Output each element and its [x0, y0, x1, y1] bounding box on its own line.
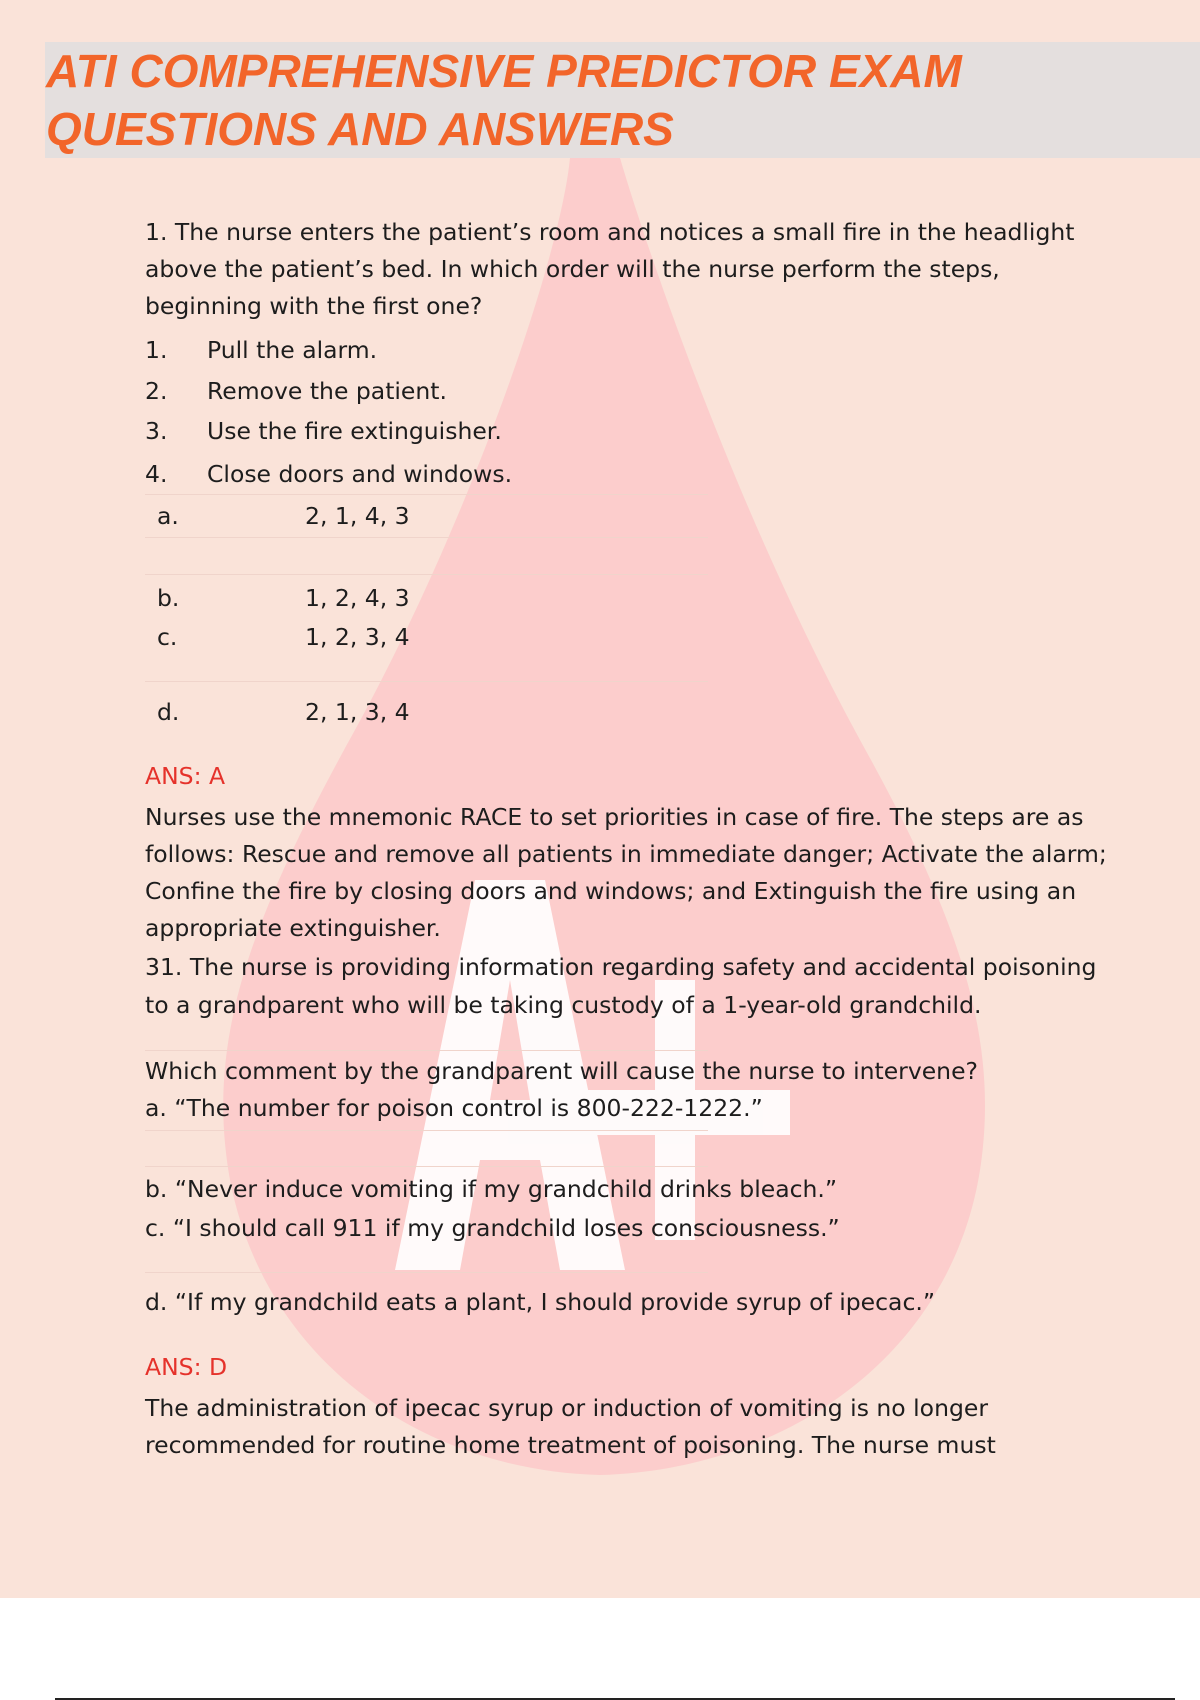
q1-answer: ANS: A	[145, 762, 226, 790]
q1-rationale-line-2: follows: Rescue and remove all patients in immediate danger; Activate the alarm;	[145, 840, 1107, 868]
q31-option-b: b. “Never induce vomiting if my grandchild drinks bleach.”	[145, 1175, 838, 1203]
q31-prompt: Which comment by the grandparent will cause the nurse to intervene?	[145, 1057, 979, 1085]
q31-stem-line-2: to a grandparent who will be taking custody of a 1-year-old grandchild.	[145, 991, 982, 1019]
document-title	[46, 42, 1146, 158]
q1-step-text: Close doors and windows.	[207, 460, 513, 488]
q1-option-letter: b.	[157, 584, 180, 612]
table-rule	[145, 1050, 708, 1051]
q1-option-value: 2, 1, 3, 4	[305, 698, 410, 726]
q1-stem-line-2: above the patient’s bed. In which order will the nurse perform the steps,	[145, 255, 1000, 283]
q1-rationale-line-4: appropriate extinguisher.	[145, 914, 441, 942]
q31-rationale-line-2: recommended for routine home treatment of poisoning. The nurse must	[145, 1431, 996, 1459]
q1-rationale-line-3: Confine the fire by closing doors and windows; and Extinguish the fire using an	[145, 877, 1077, 905]
q1-option-letter: a.	[157, 502, 179, 530]
q31-stem-line-1: 31. The nurse is providing information regarding safety and accidental poisoning	[145, 953, 1097, 981]
title-line-1: ATI COMPREHENSIVE PREDICTOR EXAM	[46, 45, 962, 97]
q1-step-text: Remove the patient.	[207, 377, 447, 405]
table-rule	[145, 681, 708, 682]
table-rule	[145, 537, 708, 538]
q1-step-text: Pull the alarm.	[207, 336, 378, 364]
q1-step-text: Use the fire extinguisher.	[207, 417, 502, 445]
q31-rationale-line-1: The administration of ipecac syrup or induction of vomiting is no longer	[145, 1394, 988, 1422]
table-rule	[145, 1130, 708, 1131]
title-line-2: QUESTIONS AND ANSWERS	[46, 103, 674, 155]
q1-step-number: 3.	[145, 417, 168, 445]
q1-option-value: 1, 2, 4, 3	[305, 584, 410, 612]
table-rule	[145, 574, 708, 575]
q1-option-letter: d.	[157, 698, 180, 726]
q31-option-c: c. “I should call 911 if my grandchild loses consciousness.”	[145, 1214, 840, 1242]
q1-stem-line-1: 1. The nurse enters the patient’s room and notices a small fire in the headlight	[145, 218, 1075, 246]
table-rule	[145, 1166, 708, 1167]
q1-option-letter: c.	[157, 623, 178, 651]
q1-step-number: 2.	[145, 377, 168, 405]
q1-step-number: 4.	[145, 460, 168, 488]
q1-stem-line-3: beginning with the first one?	[145, 292, 483, 320]
q1-step-number: 1.	[145, 336, 168, 364]
table-rule	[145, 1272, 708, 1273]
q1-option-value: 2, 1, 4, 3	[305, 502, 410, 530]
q1-rationale-line-1: Nurses use the mnemonic RACE to set priorities in case of fire. The steps are as	[145, 803, 1084, 831]
q31-answer: ANS: D	[145, 1353, 228, 1381]
q31-option-d: d. “If my grandchild eats a plant, I should provide syrup of ipecac.”	[145, 1288, 936, 1316]
q31-option-a: a. “The number for poison control is 800-222-1222.”	[145, 1094, 763, 1122]
q1-option-value: 1, 2, 3, 4	[305, 623, 410, 651]
table-rule	[145, 494, 708, 495]
